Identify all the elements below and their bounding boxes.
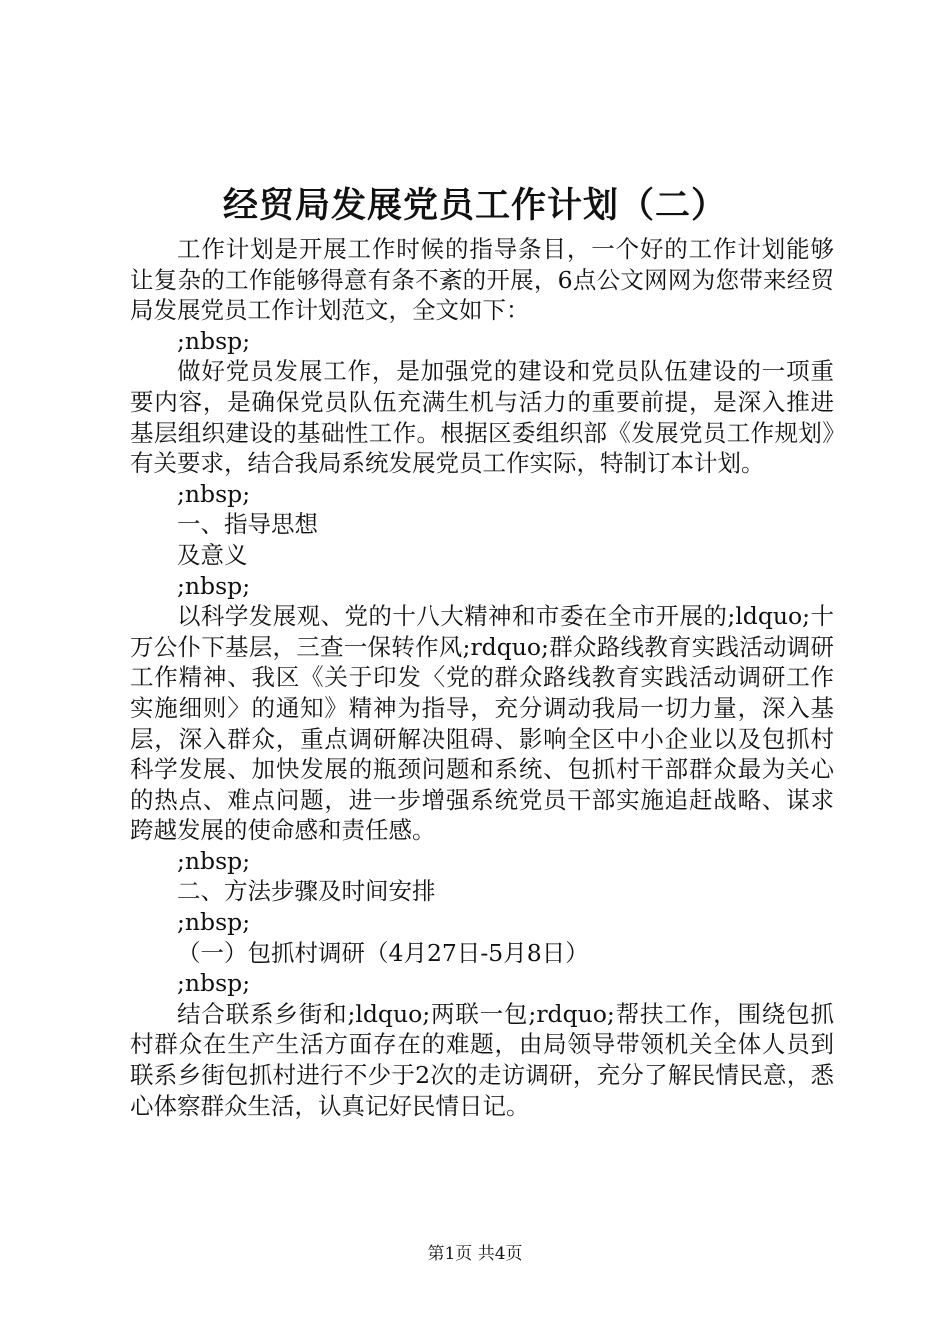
paragraph-spacer: ;nbsp;: [177, 908, 251, 937]
paragraph-spacer: ;nbsp;: [177, 969, 251, 998]
document-body: [130, 234, 834, 1121]
paragraph-village-research: 结合联系乡街和;ldquo;两联一包;rdquo;帮扶工作，围绕包抓村群众在生产生活方面存在的难题，由局领导带领机关全体人员到联系乡街包抓村进行不少于2次的走访调研，充分了解民情民意，悉心体察群众生活，认真记好民情日记。: [130, 999, 834, 1120]
paragraph-spacer: ;nbsp;: [177, 846, 251, 875]
paragraph-guiding-thought: 以科学发展观、党的十八大精神和市委在全市开展的;ldquo;十万公仆下基层，三查一保转作风;rdquo;群众路线教育实践活动调研工作精神、我区《关于印发〈党的群众路线教育实践活动调研工作实施细则〉的通知》精神为指导，充分调动我局一切力量，深入基层，深入群众，重点调研解决阻碍、影响全区中小企业以及包抓村科学发展、加快发展的瓶颈问题和系统、包抓村干部群众最为关心的热点、难点问题，进一步增强系统党员干部实施追赶战略、谋求跨越发展的使命感和责任感。: [130, 602, 834, 845]
paragraph-background: 做好党员发展工作，是加强党的建设和党员队伍建设的一项重要内容，是确保党员队伍充满生机与活力的重要前提，是深入推进基层组织建设的基础性工作。根据区委组织部《发展党员工作规划》有关要求，结合我局系统发展党员工作实际，特制订本计划。: [130, 357, 834, 478]
paragraph-spacer: ;nbsp;: [177, 326, 251, 355]
section-heading-methods: 二、方法步骤及时间安排: [177, 877, 436, 906]
subsection-heading-village-research: （一）包抓村调研（4月27日-5月8日）: [177, 938, 589, 967]
paragraph-spacer: ;nbsp;: [177, 571, 251, 600]
paragraph-spacer: ;nbsp;: [177, 479, 251, 508]
page-number-footer: 第1页 共4页: [427, 1244, 523, 1264]
document-title: 经贸局发展党员工作计划（二）: [222, 185, 727, 226]
section-heading-significance: 及意义: [177, 540, 248, 569]
section-heading-guiding-thought: 一、指导思想: [177, 510, 318, 539]
paragraph-intro: 工作计划是开展工作时候的指导条目，一个好的工作计划能够让复杂的工作能够得意有条不紊的开展，6点公文网网为您带来经贸局发展党员工作计划范文，全文如下：: [130, 235, 834, 325]
